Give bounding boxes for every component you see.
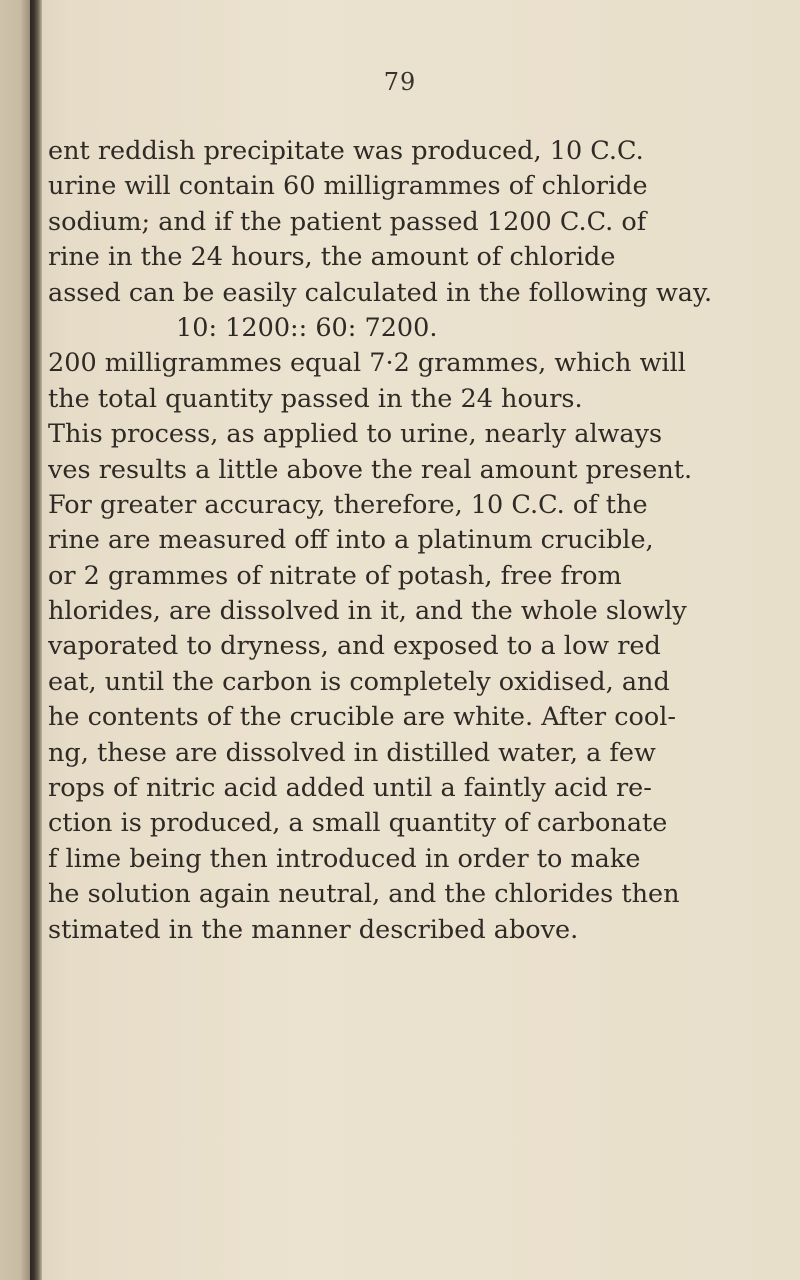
text-line: he solution again neutral, and the chlorides then — [48, 879, 680, 910]
text-line: rine in the 24 hours, the amount of chloride — [48, 242, 616, 273]
text-line: For greater accuracy, therefore, 10 C.C. of the — [48, 489, 648, 520]
text-line: eat, until the carbon is completely oxidised, and — [48, 666, 670, 697]
text-line: assed can be easily calculated in the following way. — [48, 277, 713, 308]
text-line: f lime being then introduced in order to make — [48, 843, 641, 874]
text-line: he contents of the crucible are white. After cool- — [48, 702, 676, 733]
text-line: rine are measured off into a platinum crucible, — [48, 525, 654, 556]
text-line: urine will contain 60 milligrammes of chloride — [48, 171, 648, 202]
text-line: ent reddish precipitate was produced, 10 C.C. — [48, 136, 644, 166]
text-line: rops of nitric acid added until a faintly acid re- — [48, 773, 652, 804]
equation-line: 10: 1200:: 60: 7200. — [176, 312, 438, 343]
page-edge-shadow — [0, 0, 30, 1280]
book-binding — [30, 0, 42, 1280]
text-line: This process, as applied to urine, nearly always — [48, 419, 663, 450]
text-line: or 2 grammes of nitrate of potash, free from — [48, 560, 622, 591]
text-line: 200 milligrammes equal 7·2 grammes, which will — [48, 348, 686, 379]
text-line: hlorides, are dissolved in it, and the whole slowly — [48, 596, 687, 627]
text-line: ves results a little above the real amount present. — [48, 454, 693, 485]
page-number: 79 — [383, 68, 417, 96]
text-line: ng, these are dissolved in distilled water, a few — [48, 737, 656, 768]
text-line: stimated in the manner described above. — [48, 914, 579, 945]
text-line: sodium; and if the patient passed 1200 C.C. of — [48, 206, 647, 237]
text-line: the total quantity passed in the 24 hours. — [48, 383, 583, 414]
text-line: vaporated to dryness, and exposed to a low red — [48, 631, 661, 662]
body-text — [48, 134, 748, 948]
text-line: ction is produced, a small quantity of carbonate — [48, 808, 668, 839]
